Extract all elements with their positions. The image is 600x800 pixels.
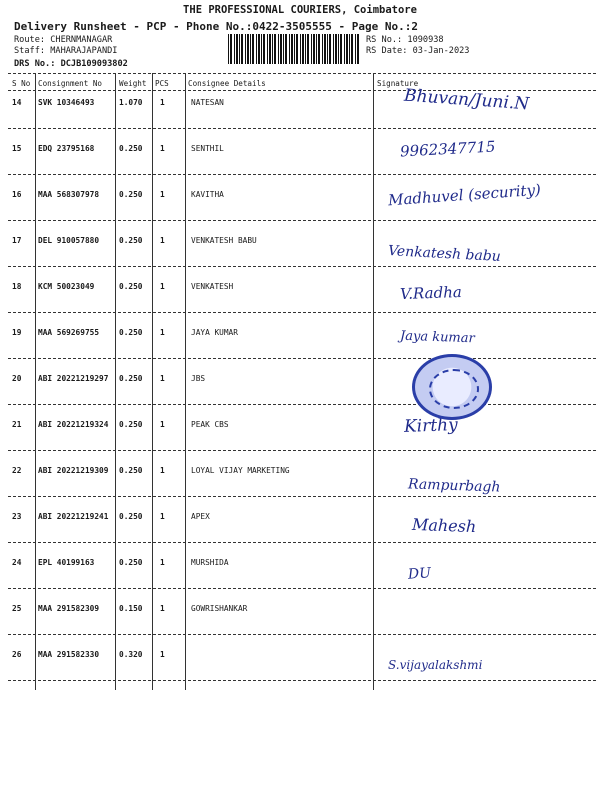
- col-consignee: Consignee Details: [188, 79, 266, 88]
- runsheet-title-text: Delivery Runsheet - PCP - Phone No.:0422-3505555 - Page No.:2: [14, 20, 418, 33]
- runsheet-title: [14, 20, 418, 33]
- row-separator: [8, 128, 596, 129]
- row-signature: Venkatesh babu: [387, 243, 502, 265]
- row-separator: [8, 680, 596, 681]
- row-pcs: 1: [160, 604, 165, 613]
- row-consignment-no: MAA 568307978: [38, 190, 100, 199]
- row-signature: 9962347715: [399, 137, 496, 161]
- row-consignment-no: EPL 40199163: [38, 558, 95, 567]
- runsheet-barcode: [228, 34, 360, 64]
- row-weight: 0.250: [119, 374, 143, 383]
- col-consignment: Consignment No: [38, 79, 103, 88]
- row-pcs: 1: [160, 650, 165, 659]
- row-consignee: MURSHIDA: [191, 558, 229, 567]
- row-signature: Madhuvel (security): [387, 180, 542, 210]
- row-signature: Bhuvan/Juni.N: [403, 85, 530, 115]
- route-label: Route: CHERNMANAGAR: [14, 35, 113, 45]
- row-signature: Kirthy: [403, 415, 458, 437]
- row-consignee: NATESAN: [191, 98, 224, 107]
- row-separator: [8, 588, 596, 589]
- row-weight: 0.250: [119, 282, 143, 291]
- row-consignment-no: DEL 910057880: [38, 236, 100, 245]
- row-weight: 0.250: [119, 190, 143, 199]
- row-consignee: LOYAL VIJAY MARKETING: [191, 466, 290, 475]
- row-pcs: 1: [160, 558, 165, 567]
- row-sno: 20: [12, 374, 22, 383]
- row-weight: 0.250: [119, 558, 143, 567]
- row-consignment-no: KCM 50023049: [38, 282, 95, 291]
- row-weight: 0.250: [119, 144, 143, 153]
- col-pcs: PCS: [155, 79, 169, 88]
- row-sno: 17: [12, 236, 22, 245]
- table-top-rule: [8, 73, 596, 74]
- row-weight: 0.250: [119, 236, 143, 245]
- row-weight: 1.070: [119, 98, 143, 107]
- row-weight: 0.250: [119, 328, 143, 337]
- col-weight: Weight: [119, 79, 147, 88]
- row-sno: 18: [12, 282, 22, 291]
- row-pcs: 1: [160, 420, 165, 429]
- row-sno: 22: [12, 466, 22, 475]
- row-separator: [8, 634, 596, 635]
- row-sno: 26: [12, 650, 22, 659]
- row-pcs: 1: [160, 328, 165, 337]
- row-consignee: VENKATESH: [191, 282, 234, 291]
- row-separator: [8, 404, 596, 405]
- row-signature: Rampurbagh: [407, 476, 501, 496]
- row-pcs: 1: [160, 144, 165, 153]
- row-separator: [8, 220, 596, 221]
- row-consignee: JBS: [191, 374, 206, 383]
- row-sno: 19: [12, 328, 22, 337]
- row-consignment-no: MAA 291582309: [38, 604, 100, 613]
- row-sno: 14: [12, 98, 22, 107]
- row-sno: 15: [12, 144, 22, 153]
- row-pcs: 1: [160, 190, 165, 199]
- company-title: THE PROFESSIONAL COURIERS, Coimbatore: [183, 4, 417, 16]
- col-divider: [35, 73, 36, 690]
- row-consignee: GOWRISHANKAR: [191, 604, 248, 613]
- row-signature: S.vijayalakshmi: [388, 658, 483, 672]
- delivery-stamp: [412, 354, 492, 420]
- row-consignee: VENKATESH BABU: [191, 236, 257, 245]
- row-separator: [8, 450, 596, 451]
- col-divider: [152, 73, 153, 690]
- row-separator: [8, 266, 596, 267]
- row-consignee: JAYA KUMAR: [191, 328, 238, 337]
- col-divider: [373, 73, 374, 690]
- row-pcs: 1: [160, 374, 165, 383]
- drs-number: DRS No.: DCJB109093802: [14, 59, 128, 69]
- row-signature: Mahesh: [411, 514, 477, 537]
- row-sno: 24: [12, 558, 22, 567]
- row-pcs: 1: [160, 512, 165, 521]
- row-pcs: 1: [160, 282, 165, 291]
- col-divider: [115, 73, 116, 690]
- row-consignment-no: ABI 20221219324: [38, 420, 109, 429]
- row-pcs: 1: [160, 236, 165, 245]
- row-separator: [8, 312, 596, 313]
- row-signature: DU: [407, 565, 432, 583]
- header-bottom-rule: [8, 90, 596, 91]
- row-consignment-no: ABI 20221219309: [38, 466, 109, 475]
- row-weight: 0.150: [119, 604, 143, 613]
- row-consignee: SENTHIL: [191, 144, 224, 153]
- row-separator: [8, 496, 596, 497]
- col-sno: S No: [12, 79, 31, 88]
- row-consignment-no: ABI 20221219241: [38, 512, 109, 521]
- row-consignment-no: SVK 10346493: [38, 98, 95, 107]
- row-consignment-no: EDQ 23795168: [38, 144, 95, 153]
- row-signature: Jaya kumar: [399, 328, 475, 347]
- row-consignment-no: MAA 291582330: [38, 650, 100, 659]
- row-sno: 23: [12, 512, 22, 521]
- row-weight: 0.250: [119, 466, 143, 475]
- row-pcs: 1: [160, 98, 165, 107]
- row-pcs: 1: [160, 466, 165, 475]
- row-signature: V.Radha: [399, 282, 463, 304]
- row-separator: [8, 358, 596, 359]
- row-consignment-no: ABI 20221219297: [38, 374, 109, 383]
- row-weight: 0.250: [119, 512, 143, 521]
- row-consignment-no: MAA 569269755: [38, 328, 100, 337]
- col-signature: Signature: [377, 79, 419, 88]
- row-consignee: PEAK CBS: [191, 420, 229, 429]
- row-consignee: APEX: [191, 512, 210, 521]
- row-consignee: KAVITHA: [191, 190, 224, 199]
- row-weight: 0.320: [119, 650, 143, 659]
- rs-number: RS No.: 1090938: [366, 35, 444, 45]
- staff-label: Staff: MAHARAJAPANDI: [14, 46, 118, 56]
- rs-date: RS Date: 03-Jan-2023: [366, 46, 470, 56]
- row-sno: 21: [12, 420, 22, 429]
- row-separator: [8, 174, 596, 175]
- row-sno: 16: [12, 190, 22, 199]
- row-weight: 0.250: [119, 420, 143, 429]
- col-divider: [185, 73, 186, 690]
- row-separator: [8, 542, 596, 543]
- row-sno: 25: [12, 604, 22, 613]
